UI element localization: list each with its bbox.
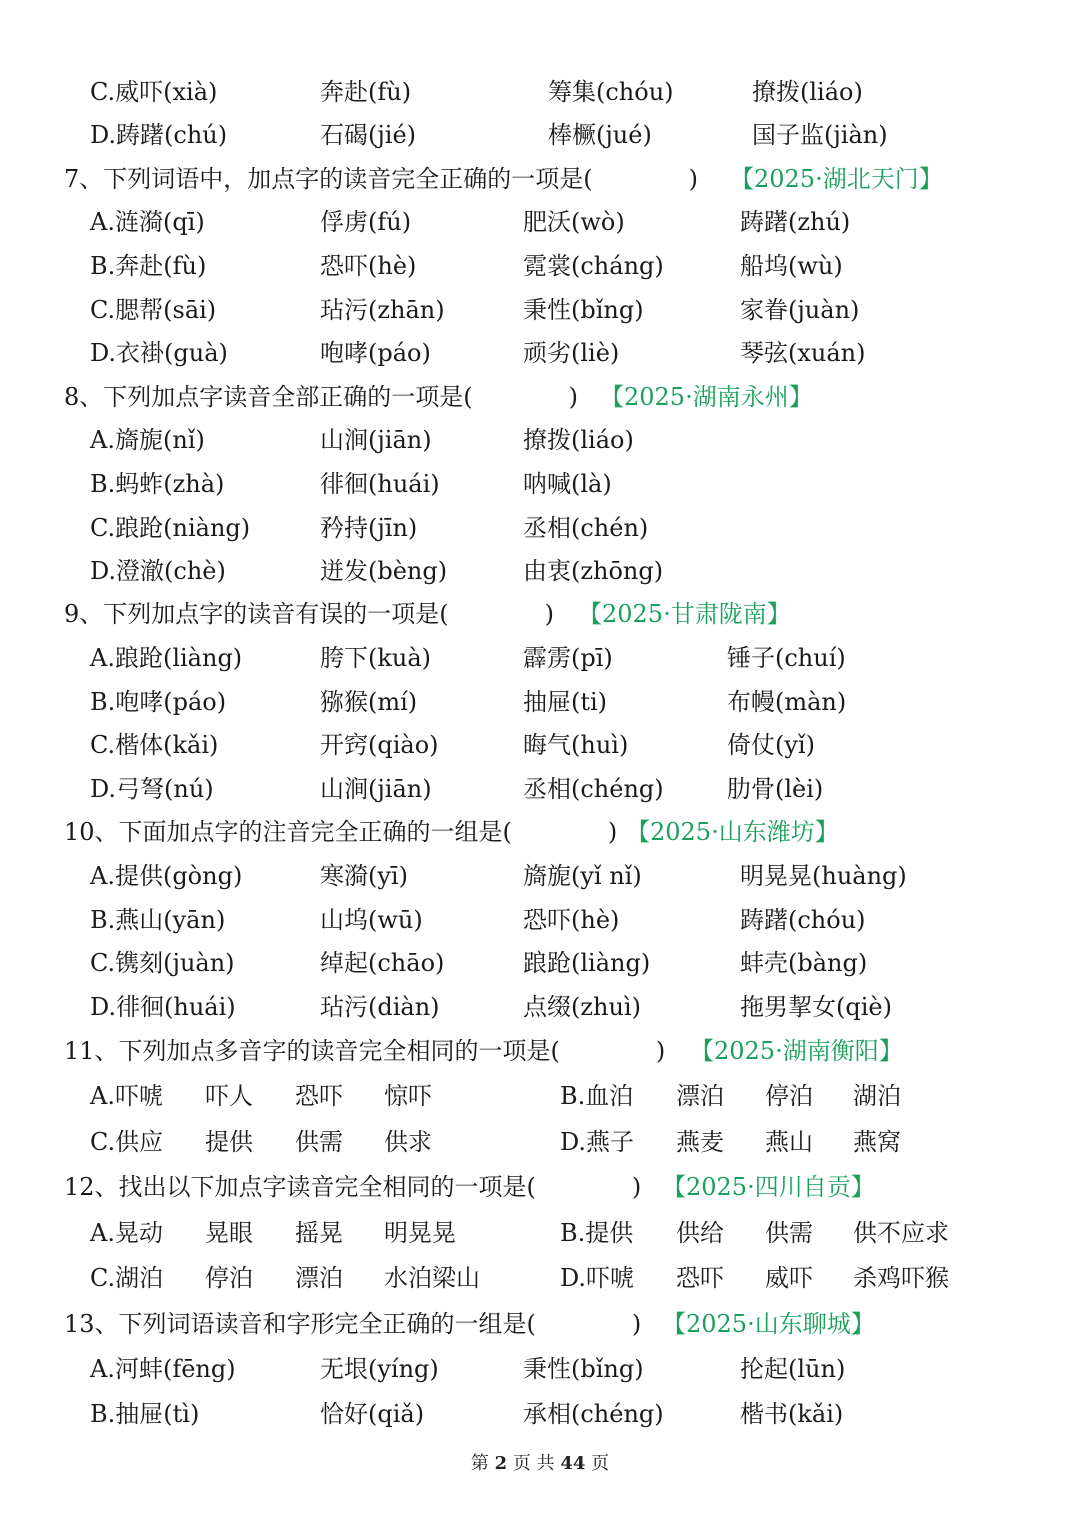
option-item: A.晃动 [90,1219,163,1247]
option-item: C.供应 [90,1128,164,1156]
option-item: D.澄澈(chè) [90,557,226,585]
option-item: A.踉跄(liàng) [90,644,243,672]
option-item: 燕窝 [853,1128,901,1156]
option-row [0,723,1080,767]
option-row [0,680,1080,724]
option-item: 玷污(diàn) [320,993,440,1021]
option-item: 踌躇(chóu) [740,906,866,934]
option-item: D.燕子 [560,1128,635,1156]
option-item: 山坞(wū) [320,906,423,934]
option-item: B.蚂蚱(zhà) [90,470,225,498]
option-item: 恐吓(hè) [320,252,417,280]
option-item: 秉性(bǐng) [523,296,644,324]
option-item: 石碣(jié) [320,121,417,149]
option-item: B.提供 [560,1219,634,1247]
option-item: 抽屉(ti) [523,688,608,716]
option-item: 肥沃(wò) [523,208,625,236]
option-row [0,985,1080,1029]
option-item: 布幔(màn) [727,688,847,716]
option-item: 寒漪(yī) [320,862,408,890]
option-row [0,1256,1080,1300]
option-item: A.河蚌(fēng) [90,1355,236,1383]
option-item: 水泊梁山 [384,1264,480,1292]
question-stem [0,1165,1080,1209]
option-row [0,462,1080,506]
option-row [0,767,1080,811]
page-footer [0,1452,1080,1476]
option-row [0,549,1080,593]
question-stem [0,375,1080,419]
option-row [0,1392,1080,1436]
footer-suffix: 页 [591,1453,610,1474]
option-row [0,1211,1080,1255]
option-item: 顽劣(liè) [523,339,620,367]
option-row [0,854,1080,898]
option-item: 秉性(bǐng) [523,1355,644,1383]
option-row [0,506,1080,550]
option-item: C.镌刻(juàn) [90,949,235,977]
option-item: 摇晃 [295,1219,343,1247]
option-item: 明晃晃(huàng) [740,862,907,890]
option-item: 矜持(jīn) [320,514,418,542]
option-item: 丞相(chéng) [523,775,664,803]
option-item: 奔赴(fù) [320,78,412,106]
option-item: 提供 [205,1128,253,1156]
option-item: 恐吓(hè) [523,906,620,934]
option-item: 踌躇(zhú) [740,208,851,236]
question-stem [0,1302,1080,1346]
option-item: A.提供(gòng) [90,862,243,890]
option-item: C.威吓(xià) [90,78,218,106]
option-item: 恐吓 [676,1264,724,1292]
question-text: 10、下面加点字的注音完全正确的一组是( ) [64,818,618,846]
option-item: 家眷(juàn) [740,296,860,324]
option-item: A.吓唬 [90,1082,163,1110]
option-item: 胯下(kuà) [320,644,432,672]
option-item: 山涧(jiān) [320,426,432,454]
option-item: 恐吓 [295,1082,343,1110]
option-row [0,1347,1080,1391]
option-item: C.腮帮(sāi) [90,296,217,324]
option-row [0,244,1080,288]
option-item: 停泊 [765,1082,813,1110]
option-item: 无垠(yíng) [320,1355,439,1383]
option-item: 迸发(bèng) [320,557,448,585]
question-stem [0,157,1080,201]
option-item: 楷书(kǎi) [740,1400,844,1428]
source-tag: 【2025·四川自贡】 [662,1173,875,1201]
option-item: 蚌壳(bàng) [740,949,868,977]
option-item: C.湖泊 [90,1264,164,1292]
footer-middle: 页 共 [512,1453,555,1474]
option-item: 燕麦 [676,1128,724,1156]
option-item: 船坞(wù) [740,252,843,280]
option-item: 踉跄(liàng) [523,949,651,977]
option-item: 旖旎(yǐ nǐ) [523,862,642,890]
option-item: A.旖旎(nǐ) [90,426,205,454]
option-item: 供给 [676,1219,724,1247]
option-item: 咆哮(páo) [320,339,431,367]
question-text: 9、下列加点字的读音有误的一项是( ) [64,600,554,628]
option-item: 惊吓 [384,1082,432,1110]
source-tag: 【2025·湖南衡阳】 [690,1037,903,1065]
option-item: 威吓 [765,1264,813,1292]
option-item: 霹雳(pī) [523,644,613,672]
question-stem [0,592,1080,636]
question-text: 13、下列词语读音和字形完全正确的一组是( ) [64,1310,642,1338]
option-item: 供求 [384,1128,432,1156]
option-item: 徘徊(huái) [320,470,440,498]
option-item: 燕山 [765,1128,813,1156]
option-item: 停泊 [205,1264,253,1292]
source-tag: 【2025·山东聊城】 [662,1310,875,1338]
question-stem [0,1029,1080,1073]
source-tag: 【2025·山东潍坊】 [626,818,839,846]
option-item: 晃眼 [205,1219,253,1247]
option-row [0,1074,1080,1118]
option-item: 肋骨(lèi) [727,775,824,803]
option-item: 抡起(lūn) [740,1355,846,1383]
option-row [0,113,1080,157]
option-item: D.徘徊(huái) [90,993,236,1021]
option-row [0,898,1080,942]
question-text: 12、找出以下加点字读音完全相同的一项是( ) [64,1173,642,1201]
question-text: 11、下列加点多音字的读音完全相同的一项是( ) [64,1037,666,1065]
option-item: 猕猴(mí) [320,688,418,716]
option-item: 丞相(chén) [523,514,649,542]
option-item: 点缀(zhuì) [523,993,641,1021]
option-item: 供需 [295,1128,343,1156]
option-item: 恰好(qiǎ) [320,1400,425,1428]
option-item: 承相(chéng) [523,1400,664,1428]
option-item: B.抽屉(tì) [90,1400,200,1428]
option-item: B.燕山(yān) [90,906,226,934]
option-item: 漂泊 [676,1082,724,1110]
option-row [0,636,1080,680]
option-row [0,331,1080,375]
option-item: 国子监(jiàn) [752,121,888,149]
option-item: 供不应求 [853,1219,949,1247]
option-item: C.踉跄(niàng) [90,514,251,542]
option-item: 明晃晃 [384,1219,456,1247]
footer-total-pages: 44 [560,1453,586,1474]
option-item: 筹集(chóu) [548,78,674,106]
option-item: 吓人 [205,1082,253,1110]
option-item: 撩拨(liáo) [523,426,634,454]
option-item: 玷污(zhān) [320,296,445,324]
option-item: 拖男挈女(qiè) [740,993,892,1021]
option-row [0,1120,1080,1164]
option-item: 漂泊 [295,1264,343,1292]
option-item: D.衣褂(guà) [90,339,228,367]
option-row [0,200,1080,244]
option-item: 供需 [765,1219,813,1247]
option-item: D.弓弩(nú) [90,775,214,803]
option-item: 开窍(qiào) [320,731,439,759]
footer-prefix: 第 [470,1453,489,1474]
option-item: 湖泊 [853,1082,901,1110]
option-item: 绰起(chāo) [320,949,445,977]
option-item: B.奔赴(fù) [90,252,207,280]
option-item: 呐喊(là) [523,470,612,498]
option-row [0,418,1080,462]
option-item: 俘虏(fú) [320,208,412,236]
source-tag: 【2025·甘肃陇南】 [578,600,791,628]
option-item: C.楷体(kǎi) [90,731,219,759]
option-item: 山涧(jiān) [320,775,432,803]
option-item: 撩拨(liáo) [752,78,863,106]
option-item: D.吓唬 [560,1264,635,1292]
option-item: 霓裳(cháng) [523,252,664,280]
option-item: 晦气(huì) [523,731,629,759]
question-stem [0,810,1080,854]
source-tag: 【2025·湖南永州】 [600,383,813,411]
footer-page-number: 2 [494,1453,508,1474]
option-row [0,70,1080,114]
question-text: 8、下列加点字读音全部正确的一项是( ) [64,383,578,411]
option-item: B.血泊 [560,1082,634,1110]
option-item: 倚仗(yǐ) [727,731,815,759]
source-tag: 【2025·湖北天门】 [730,165,943,193]
option-item: A.涟漪(qī) [90,208,205,236]
option-item: 琴弦(xuán) [740,339,866,367]
option-item: 杀鸡吓猴 [853,1264,949,1292]
option-item: 锤子(chuí) [727,644,846,672]
option-row [0,288,1080,332]
option-item: 由衷(zhōng) [523,557,664,585]
option-item: B.咆哮(páo) [90,688,227,716]
option-item: 棒橛(jué) [548,121,652,149]
option-row [0,941,1080,985]
question-text: 7、下列词语中，加点字的读音完全正确的一项是( ) [64,165,698,193]
option-item: D.踌躇(chú) [90,121,228,149]
